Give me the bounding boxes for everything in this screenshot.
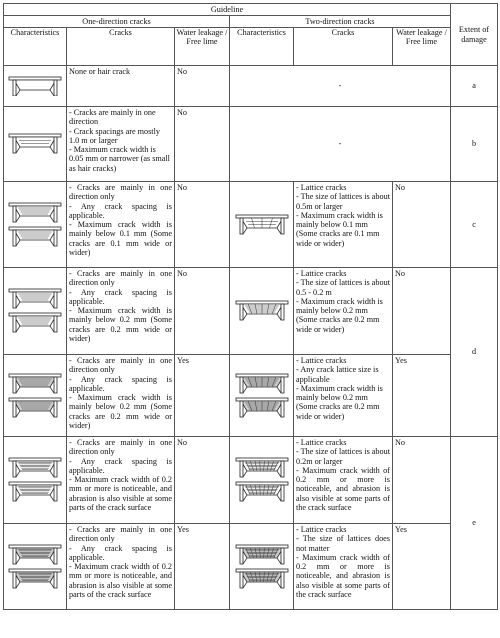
two-cracks-cell: [294, 268, 393, 355]
one-cracks-cell: [67, 268, 175, 355]
two-cracks-text: - The size of lattices is about 0.5 - 0.2 m: [296, 278, 390, 297]
one-cracks-text: - Cracks are mainly in one direction only: [69, 269, 172, 288]
table-row: [4, 107, 498, 182]
deck-underside-sketch: [235, 397, 289, 419]
one-water-cell: No: [175, 66, 230, 107]
one-cracks-text: - Maximum crack width is mainly below 0.2 mm (Some cracks are 0.2 mm wide or wider): [69, 306, 172, 344]
deck-underside-sketch: [235, 457, 289, 479]
deck-underside-sketch: [8, 202, 62, 224]
two-cracks-text: - Lattice cracks: [296, 269, 347, 278]
two-cracks-text: - Maximum crack width is mainly below 0.2 mm (Some cracks are 0.2 mm wide or wider): [296, 383, 383, 421]
two-dash-cell: -: [230, 66, 451, 107]
deck-underside-sketch: [8, 457, 62, 479]
one-cracks-text: - Maximum crack width is 0.05 mm or narrower (as small as hair cracks): [69, 145, 170, 173]
damage-guideline-table: [3, 3, 498, 610]
deck-underside-sketch: [8, 568, 62, 590]
one-cracks-cell: [67, 355, 175, 437]
one-cracks-text: - Cracks are mainly in one direction only: [69, 525, 172, 544]
deck-underside-sketch: [235, 568, 289, 590]
one-water-cell: No: [175, 268, 230, 355]
two-cracks-text: - Lattice cracks: [296, 438, 347, 447]
deck-underside-sketch: [8, 133, 62, 155]
two-cracks-text: - Any crack lattice size is applicable: [296, 365, 379, 384]
deck-underside-sketch: [8, 76, 62, 96]
guideline-header: Guideline: [4, 4, 451, 16]
deck-underside-sketch: [235, 214, 289, 236]
cracks-header: Cracks: [67, 28, 175, 66]
characteristics-header: Characteristics: [4, 28, 67, 66]
extent-header: Extent of damage: [451, 4, 498, 66]
two-cracks-cell: [294, 524, 393, 610]
one-cracks-text: - Maximum crack width is mainly below 0.1 mm (Some cracks are 0.1 mm wide or wider): [69, 220, 172, 258]
one-water-cell: Yes: [175, 355, 230, 437]
one-water-cell: No: [175, 107, 230, 182]
water-header: Water leakage / Free lime: [175, 28, 230, 66]
two-cracks-text: - Maximum crack width is mainly below 0.1 mm (Some cracks are 0.1 mm wide or wider): [296, 210, 383, 248]
deck-sketch-cell: [230, 437, 294, 524]
deck-underside-sketch: [8, 481, 62, 503]
two-water-cell: No: [393, 182, 451, 268]
deck-underside-sketch: [8, 312, 62, 334]
deck-underside-sketch: [8, 288, 62, 310]
one-cracks-text: - Any crack spacing is applicable.: [69, 456, 172, 475]
two-cracks-text: - Lattice cracks: [296, 183, 347, 192]
deck-underside-sketch: [8, 226, 62, 248]
two-cracks-text: - The size of lattices is about 0.5m or larger: [296, 192, 390, 211]
two-cracks-text: - Maximum crack width of 0.2 mm or more is noticeable, and abrasion is also visible at some parts of the crack surface: [296, 465, 390, 513]
one-cracks-text: - Cracks are mainly in one direction only: [69, 183, 172, 202]
two-cracks-text: - The size of lattices does not matter: [296, 534, 390, 553]
two-cracks-text: - Lattice cracks: [296, 525, 347, 534]
table-row: [4, 268, 498, 355]
two-dash-cell: -: [230, 107, 451, 182]
one-cracks-cell: [67, 107, 175, 182]
one-cracks-cell: [67, 182, 175, 268]
extent-c: c: [451, 182, 498, 268]
one-cracks-text: - Cracks are mainly in one direction only: [69, 438, 172, 457]
two-cracks-cell: [294, 182, 393, 268]
one-cracks-text: - Maximum crack width of 0.2 mm or more is noticeable, and abrasion is also visible at some parts of the crack surface: [69, 562, 172, 600]
table-row: [4, 524, 498, 610]
two-cracks-cell: [294, 355, 393, 437]
deck-sketch-cell: [4, 524, 67, 610]
two-water-cell: Yes: [393, 524, 451, 610]
deck-sketch-cell: [230, 355, 294, 437]
deck-sketch-cell: [4, 66, 67, 107]
characteristics-header-2: Characteristics: [230, 28, 294, 66]
one-cracks-text: - Maximum crack width of 0.2 mm or more is noticeable, and abrasion is also visible at some parts of the crack surface: [69, 475, 172, 513]
extent-d: d: [451, 268, 498, 437]
water-header-2: Water leakage / Free lime: [393, 28, 451, 66]
one-cracks-cell: [67, 437, 175, 524]
deck-underside-sketch: [235, 373, 289, 395]
table-row: [4, 437, 498, 524]
two-cracks-cell: [294, 437, 393, 524]
cracks-header-2: Cracks: [294, 28, 393, 66]
two-cracks-text: - Maximum crack width of 0.2 mm or more is noticeable, and abrasion is also visible at some parts of the crack surface: [296, 552, 390, 600]
one-cracks-text: - Cracks are mainly in one direction only: [69, 356, 172, 375]
two-water-cell: Yes: [393, 355, 451, 437]
one-cracks-text: - Any crack spacing is applicable.: [69, 374, 172, 393]
one-water-cell: Yes: [175, 524, 230, 610]
two-direction-header: Two-direction cracks: [230, 16, 451, 28]
deck-underside-sketch: [235, 481, 289, 503]
extent-b: b: [451, 107, 498, 182]
deck-underside-sketch: [8, 373, 62, 395]
table-row: [4, 182, 498, 268]
deck-sketch-cell: [4, 268, 67, 355]
one-cracks-text: None or hair crack: [69, 67, 131, 76]
one-cracks-text: - Any crack spacing is applicable.: [69, 201, 172, 220]
deck-sketch-cell: [230, 524, 294, 610]
one-water-cell: No: [175, 182, 230, 268]
table-row: [4, 355, 498, 437]
table-row: [4, 66, 498, 107]
deck-sketch-cell: [4, 437, 67, 524]
one-direction-header: One-direction cracks: [4, 16, 230, 28]
two-cracks-text: - Lattice cracks: [296, 356, 347, 365]
one-cracks-cell: [67, 524, 175, 610]
deck-underside-sketch: [235, 300, 289, 322]
one-cracks-text: - Maximum crack width is mainly below 0.2 mm (Some cracks are 0.2 mm wide or wider): [69, 393, 172, 431]
one-water-cell: No: [175, 437, 230, 524]
two-cracks-text: - The size of lattices is about 0.2m or larger: [296, 447, 390, 466]
deck-underside-sketch: [8, 397, 62, 419]
deck-sketch-cell: [4, 355, 67, 437]
one-cracks-text: - Any crack spacing is applicable.: [69, 287, 172, 306]
two-cracks-text: - Maximum crack width is mainly below 0.2 mm (Some cracks are 0.2 mm wide or wider): [296, 296, 383, 334]
one-cracks-text: - Any crack spacing is applicable.: [69, 543, 172, 562]
deck-sketch-cell: [4, 107, 67, 182]
deck-sketch-cell: [230, 268, 294, 355]
deck-underside-sketch: [8, 544, 62, 566]
two-water-cell: No: [393, 268, 451, 355]
deck-underside-sketch: [235, 544, 289, 566]
deck-sketch-cell: [4, 182, 67, 268]
one-cracks-text: - Crack spacings are mostly 1.0 m or larger: [69, 126, 160, 145]
two-water-cell: No: [393, 437, 451, 524]
extent-e: e: [451, 437, 498, 610]
one-cracks-text: - Cracks are mainly in one direction: [69, 108, 156, 127]
one-cracks-cell: [67, 66, 175, 107]
extent-a: a: [451, 66, 498, 107]
deck-sketch-cell: [230, 182, 294, 268]
